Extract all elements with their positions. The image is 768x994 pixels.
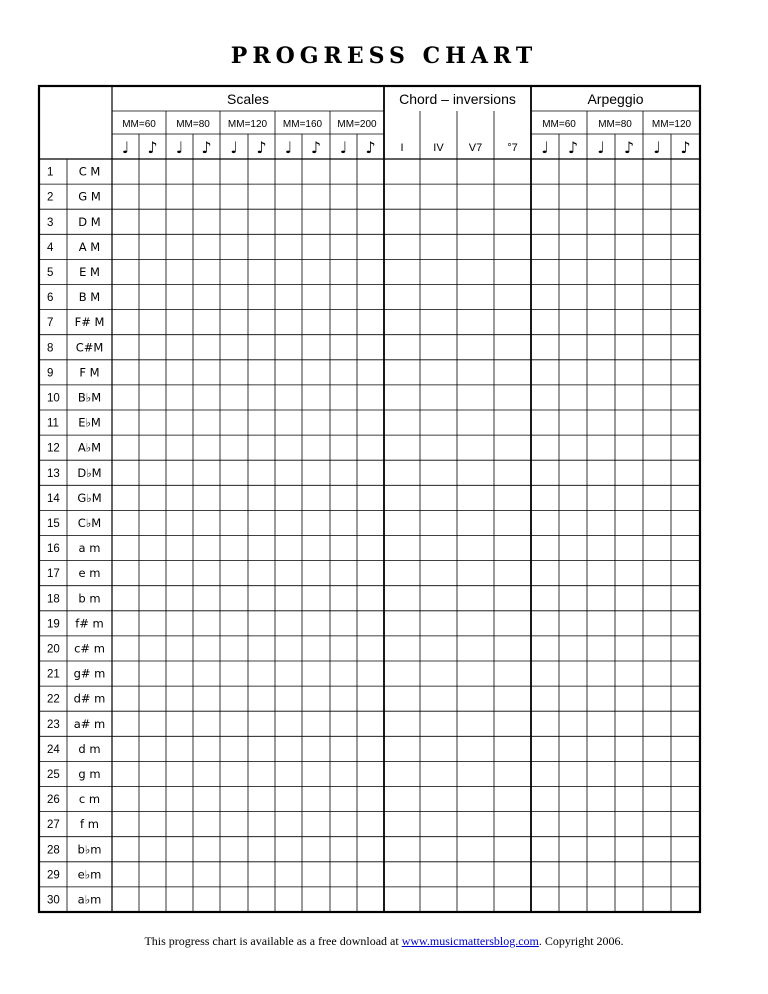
quarter-note-icon: ♩ bbox=[339, 138, 348, 157]
key-label: b♭m bbox=[77, 842, 102, 857]
key-label: A M bbox=[78, 239, 101, 254]
page-title: PROGRESS CHART bbox=[230, 43, 538, 69]
scale-tempo-label: MM=80 bbox=[176, 119, 210, 130]
group-header-chords: Chord – inversions bbox=[399, 91, 516, 107]
group-header-arpeggio: Arpeggio bbox=[587, 91, 644, 107]
arpeggio-tempo-label: MM=80 bbox=[598, 119, 632, 130]
scale-tempo-label: MM=60 bbox=[122, 119, 156, 130]
row-number: 14 bbox=[47, 492, 60, 505]
row-number: 26 bbox=[47, 794, 60, 807]
arpeggio-tempo-label: MM=120 bbox=[651, 119, 692, 130]
row-number: 12 bbox=[47, 442, 60, 455]
chord-inversion-label: I bbox=[400, 142, 404, 154]
chord-inversion-label: V7 bbox=[468, 142, 483, 154]
footer bbox=[0, 934, 768, 949]
key-label: a m bbox=[78, 541, 101, 556]
group-header-scales: Scales bbox=[226, 91, 270, 107]
scale-tempo-label: MM=160 bbox=[282, 119, 323, 130]
chord-inversion-label: °7 bbox=[507, 142, 518, 154]
row-number: 8 bbox=[47, 342, 54, 355]
eighth-note-icon: ♪ bbox=[680, 138, 691, 157]
key-label: F# M bbox=[74, 315, 105, 330]
row-number: 30 bbox=[47, 894, 60, 907]
row-number: 13 bbox=[47, 467, 60, 480]
row-number: 10 bbox=[47, 392, 60, 405]
row-number: 20 bbox=[47, 643, 60, 656]
quarter-note-icon: ♩ bbox=[121, 138, 130, 157]
key-label: E M bbox=[79, 264, 100, 279]
quarter-note-icon: ♩ bbox=[541, 138, 549, 157]
key-label: G♭M bbox=[77, 490, 102, 505]
key-label: A♭M bbox=[77, 440, 102, 455]
key-label: f# m bbox=[75, 616, 104, 631]
footer-link[interactable]: www.musicmattersblog.com bbox=[401, 934, 539, 948]
quarter-note-icon: ♩ bbox=[284, 138, 293, 157]
eighth-note-icon: ♪ bbox=[201, 138, 212, 157]
key-label: D♭M bbox=[77, 465, 102, 480]
eighth-note-icon: ♪ bbox=[365, 138, 376, 157]
row-number: 4 bbox=[47, 241, 54, 254]
key-label: e m bbox=[78, 566, 101, 581]
key-label: a♭m bbox=[77, 892, 102, 907]
eighth-note-icon: ♪ bbox=[310, 138, 322, 157]
chord-inversion-label: IV bbox=[433, 142, 444, 154]
row-number: 22 bbox=[47, 693, 60, 706]
row-number: 11 bbox=[47, 417, 59, 430]
row-number: 1 bbox=[47, 166, 54, 179]
row-number: 9 bbox=[47, 367, 54, 380]
key-label: C♭M bbox=[77, 515, 102, 530]
footer-text-before: This progress chart is available as a free download at bbox=[144, 934, 402, 948]
key-label: g m bbox=[78, 766, 101, 781]
row-number: 15 bbox=[47, 517, 60, 530]
key-label: B M bbox=[78, 290, 101, 305]
quarter-note-icon: ♩ bbox=[175, 138, 184, 157]
key-label: c m bbox=[78, 792, 101, 807]
key-label: D M bbox=[78, 214, 101, 229]
key-label: e♭m bbox=[77, 867, 102, 882]
eighth-note-icon: ♪ bbox=[147, 138, 158, 157]
row-number: 21 bbox=[47, 668, 60, 681]
row-number: 24 bbox=[47, 743, 60, 756]
key-label: a# m bbox=[73, 716, 106, 731]
scale-tempo-label: MM=120 bbox=[227, 119, 268, 130]
table-border bbox=[39, 86, 700, 912]
row-number: 3 bbox=[47, 216, 54, 229]
key-label: g# m bbox=[73, 666, 106, 681]
row-number: 2 bbox=[47, 191, 54, 204]
footer-text-after: . Copyright 2006. bbox=[538, 934, 624, 948]
row-number: 7 bbox=[47, 317, 54, 330]
row-number: 19 bbox=[47, 618, 60, 631]
row-number: 16 bbox=[47, 543, 60, 556]
key-label: C#M bbox=[75, 340, 104, 355]
key-label: E♭M bbox=[78, 415, 101, 430]
quarter-note-icon: ♩ bbox=[597, 138, 605, 157]
quarter-note-icon: ♩ bbox=[230, 138, 238, 157]
quarter-note-icon: ♩ bbox=[653, 138, 661, 157]
row-number: 18 bbox=[47, 593, 60, 606]
key-label: d m bbox=[78, 741, 101, 756]
key-label: G M bbox=[78, 189, 101, 204]
key-label: d# m bbox=[73, 691, 106, 706]
row-number: 25 bbox=[47, 768, 60, 781]
key-label: c# m bbox=[74, 641, 105, 656]
eighth-note-icon: ♪ bbox=[567, 138, 579, 157]
scale-tempo-label: MM=200 bbox=[337, 119, 377, 130]
row-number: 28 bbox=[47, 844, 60, 857]
key-label: C M bbox=[78, 164, 101, 179]
key-label: F M bbox=[79, 365, 100, 380]
key-label: B♭M bbox=[77, 390, 102, 405]
row-number: 5 bbox=[47, 266, 54, 279]
arpeggio-tempo-label: MM=60 bbox=[542, 119, 576, 130]
row-number: 17 bbox=[47, 568, 60, 581]
eighth-note-icon: ♪ bbox=[256, 138, 267, 157]
row-number: 6 bbox=[47, 292, 54, 305]
row-number: 23 bbox=[47, 718, 60, 731]
eighth-note-icon: ♪ bbox=[623, 138, 635, 157]
row-number: 27 bbox=[47, 819, 60, 832]
key-label: f m bbox=[80, 817, 99, 832]
row-number: 29 bbox=[47, 869, 60, 882]
key-label: b m bbox=[78, 591, 101, 606]
